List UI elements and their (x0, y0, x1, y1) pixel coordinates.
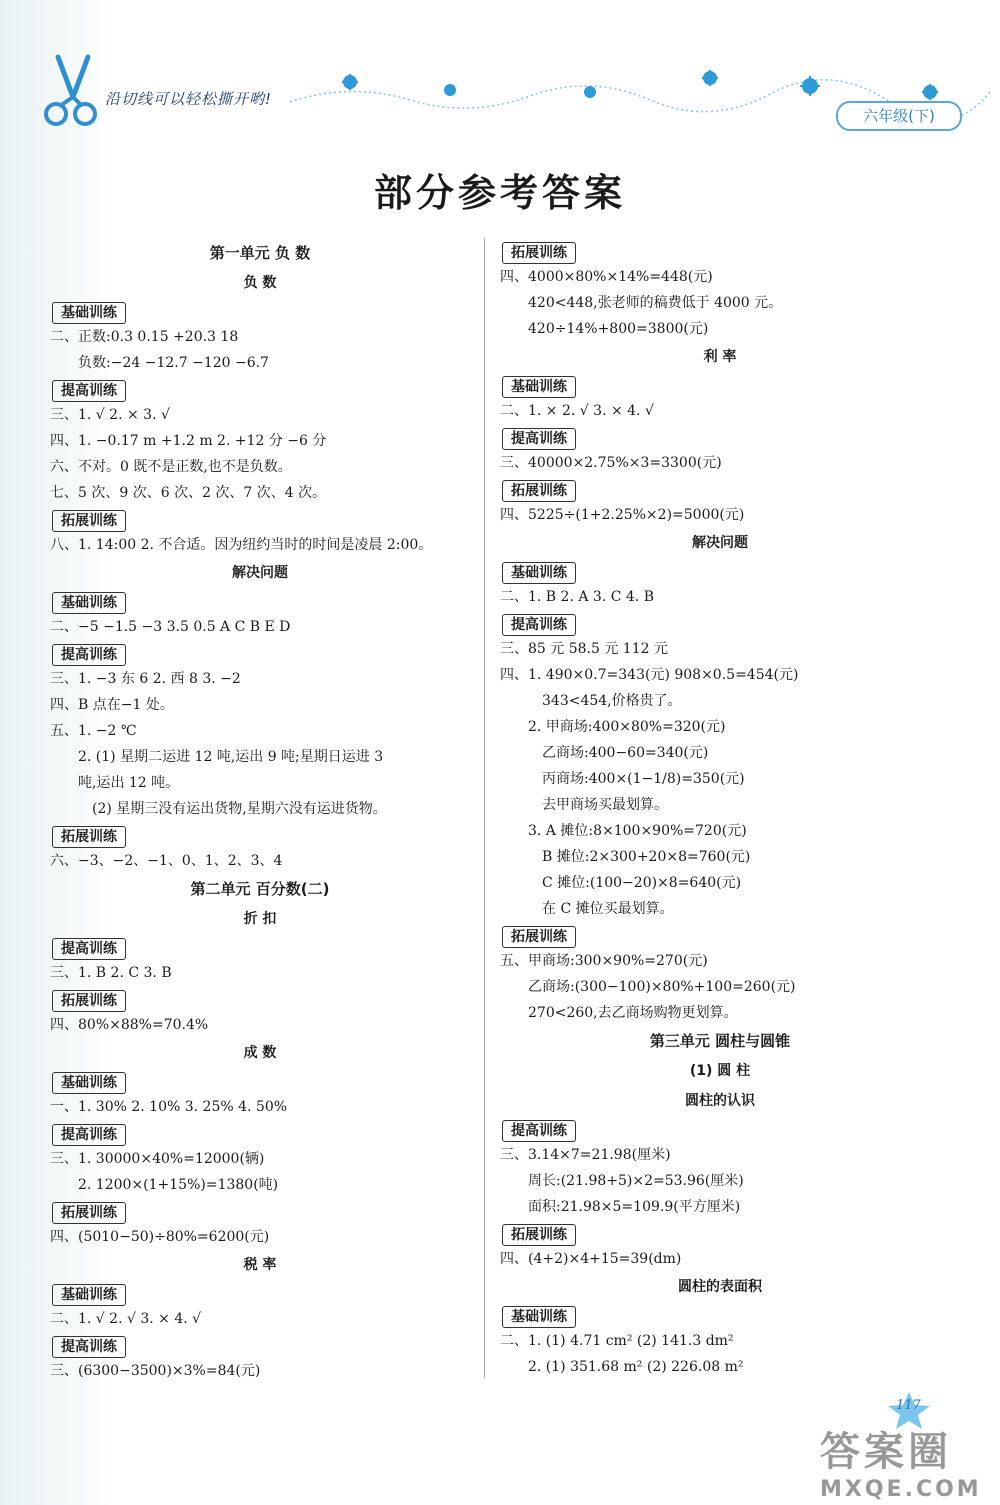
section-label: 提高训练 (502, 1120, 576, 1142)
answer-line: 四、4000×80%×14%=448(元) (500, 269, 713, 285)
answer-line: 2. 甲商场:400×80%=320(元) (528, 719, 726, 735)
answer-line: 3. A 摊位:8×100×90%=720(元) (528, 823, 747, 839)
answer-line: 二、1. × 2. √ 3. × 4. √ (500, 403, 654, 419)
answer-line: 三、1. B 2. C 3. B (50, 965, 172, 981)
answer-line: 三、1. −3 东 6 2. 西 8 3. −2 (50, 671, 241, 687)
right-column (500, 238, 940, 1380)
answer-line: 负数:−24 −12.7 −120 −6.7 (78, 355, 269, 371)
answer-line: 乙商场:(300−100)×80%+100=260(元) (528, 979, 796, 995)
answer-line: 四、1. −0.17 m +1.2 m 2. +12 分 −6 分 (50, 433, 327, 449)
lesson-heading: 利 率 (703, 349, 737, 365)
lesson-heading: 负 数 (243, 275, 277, 291)
section-label-row (50, 1068, 470, 1094)
answer-line: 二、1. √ 2. √ 3. × 4. √ (50, 1311, 202, 1327)
answer-line: 四、B 点在−1 处。 (50, 697, 174, 713)
page-number-text: 117 (896, 1398, 921, 1413)
unit-heading: 第二单元 百分数(二) (190, 880, 330, 898)
answer-line: 二、1. B 2. A 3. C 4. B (500, 589, 654, 605)
section-label-row (500, 476, 940, 502)
answer-line: 270<260,去乙商场购物更划算。 (528, 1005, 738, 1021)
section-label-row (500, 1220, 940, 1246)
scissors-icon (38, 52, 108, 132)
answer-line: 四、5225÷(1+2.25%×2)=5000(元) (500, 507, 745, 523)
answer-line: 六、不对。0 既不是正数,也不是负数。 (50, 459, 292, 475)
answer-line: 五、甲商场:300×90%=270(元) (500, 953, 708, 969)
section-label-row (500, 610, 940, 636)
section-label: 基础训练 (502, 1306, 576, 1328)
lesson-heading: (1) 圆 柱 (689, 1063, 751, 1079)
answer-line: 丙商场:400×(1−1/8)=350(元) (542, 771, 745, 787)
section-label: 基础训练 (52, 1072, 126, 1094)
watermark-title: 答案圈 (820, 1429, 952, 1475)
section-label: 拓展训练 (502, 480, 576, 502)
section-label: 提高训练 (502, 614, 576, 636)
section-label-row (500, 558, 940, 584)
lesson-heading: 税 率 (243, 1257, 277, 1273)
answer-line: 2. (1) 星期二运进 12 吨,运出 9 吨;星期日运进 3 (78, 749, 384, 765)
answer-line: 420÷14%+800=3800(元) (528, 321, 709, 337)
answer-line: 四、1. 490×0.7=343(元) 908×0.5=454(元) (500, 667, 799, 683)
page-header (0, 0, 1000, 140)
section-label-row (50, 934, 470, 960)
answer-line: 三、1. 30000×40%=12000(辆) (50, 1151, 265, 1167)
answer-line: 周长:(21.98+5)×2=53.96(厘米) (528, 1173, 744, 1189)
section-label: 拓展训练 (52, 510, 126, 532)
watermark-url: MXQE.COM (820, 1477, 982, 1502)
answer-line: 六、−3、−2、−1、0、1、2、3、4 (50, 853, 283, 869)
answer-line: 在 C 摊位买最划算。 (542, 901, 674, 917)
answer-line: 五、1. −2 ℃ (50, 723, 137, 739)
section-label-row (50, 376, 470, 402)
section-label: 提高训练 (52, 1124, 126, 1146)
lesson-heading: 成 数 (243, 1045, 277, 1061)
lesson-heading: 折 扣 (243, 911, 277, 927)
section-label-row (500, 1302, 940, 1328)
section-label: 基础训练 (502, 562, 576, 584)
watermark (820, 1420, 990, 1500)
answer-line: 乙商场:400−60=340(元) (542, 745, 709, 761)
section-label-row (50, 1198, 470, 1224)
answer-line: 二、−5 −1.5 −3 3.5 0.5 A C B E D (50, 619, 291, 635)
answer-line: 二、1. (1) 4.71 cm² (2) 141.3 dm² (500, 1333, 734, 1349)
section-label: 拓展训练 (502, 1224, 576, 1246)
section-label-row (50, 1332, 470, 1358)
answer-line: 面积:21.98×5=109.9(平方厘米) (528, 1199, 741, 1215)
section-label: 提高训练 (52, 938, 126, 960)
section-label-row (50, 640, 470, 666)
answer-line: 二、正数:0.3 0.15 +20.3 18 (50, 329, 239, 345)
section-label: 提高训练 (52, 380, 126, 402)
answer-line: 去甲商场买最划算。 (542, 797, 668, 813)
answer-line: 四、80%×88%=70.4% (50, 1017, 209, 1033)
lesson-heading: 解决问题 (692, 535, 748, 551)
lesson-heading: 圆柱的表面积 (678, 1279, 762, 1295)
answer-line: 四、(5010−50)÷80%=6200(元) (50, 1229, 270, 1245)
answer-line: (2) 星期三没有运出货物,星期六没有运进货物。 (92, 801, 387, 817)
section-label-row (50, 588, 470, 614)
answer-line: 一、1. 30% 2. 10% 3. 25% 4. 50% (50, 1099, 288, 1115)
left-column (50, 238, 470, 1384)
unit-heading: 第三单元 圆柱与圆锥 (649, 1032, 791, 1050)
section-label-row (500, 424, 940, 450)
answer-line: 四、(4+2)×4+15=39(dm) (500, 1251, 682, 1267)
answer-line: 七、5 次、9 次、6 次、2 次、7 次、4 次。 (50, 485, 327, 501)
section-label: 拓展训练 (502, 926, 576, 948)
grade-tag: 六年级(下) (836, 101, 962, 131)
section-label: 提高训练 (52, 1336, 126, 1358)
section-label-row (500, 238, 940, 264)
section-label: 拓展训练 (502, 242, 576, 264)
section-label: 拓展训练 (52, 990, 126, 1012)
section-label-row (500, 1116, 940, 1142)
answer-line: C 摊位:(100−20)×8=640(元) (542, 875, 742, 891)
answer-line: 2. (1) 351.68 m² (2) 226.08 m² (528, 1359, 744, 1375)
unit-heading: 第一单元 负 数 (209, 244, 311, 262)
column-divider (484, 238, 485, 1378)
page-title: 部分参考答案 (373, 171, 626, 215)
answer-line: 420<448,张老师的稿费低于 4000 元。 (528, 295, 783, 311)
lesson-heading: 解决问题 (232, 565, 288, 581)
section-label-row (50, 1280, 470, 1306)
answer-line: 三、40000×2.75%×3=3300(元) (500, 455, 722, 471)
lesson-heading: 圆柱的认识 (685, 1093, 755, 1109)
answer-line: 三、1. √ 2. × 3. √ (50, 407, 170, 423)
answer-line: 八、1. 14:00 2. 不合适。因为纽约当时的时间是凌晨 2:00。 (50, 537, 433, 553)
answer-line: 吨,运出 12 吨。 (78, 775, 180, 791)
section-label-row (500, 372, 940, 398)
section-label: 拓展训练 (52, 1202, 126, 1224)
section-label: 基础训练 (52, 592, 126, 614)
section-label: 提高训练 (52, 644, 126, 666)
answer-line: 343<454,价格贵了。 (542, 693, 682, 709)
answer-line: 三、(6300−3500)×3%=84(元) (50, 1363, 261, 1379)
section-label: 提高训练 (502, 428, 576, 450)
answer-line: 三、3.14×7=21.98(厘米) (500, 1147, 671, 1163)
answer-line: B 摊位:2×300+20×8=760(元) (542, 849, 751, 865)
section-label-row (50, 1120, 470, 1146)
section-label-row (50, 986, 470, 1012)
section-label: 基础训练 (502, 376, 576, 398)
answer-line: 三、85 元 58.5 元 112 元 (500, 641, 668, 657)
section-label-row (50, 506, 470, 532)
section-label-row (50, 822, 470, 848)
section-label-row (50, 298, 470, 324)
cut-hint: 沿切线可以轻松撕开哟! (105, 90, 273, 108)
section-label: 基础训练 (52, 1284, 126, 1306)
section-label: 拓展训练 (52, 826, 126, 848)
section-label-row (500, 922, 940, 948)
section-label: 基础训练 (52, 302, 126, 324)
answer-line: 2. 1200×(1+15%)=1380(吨) (78, 1177, 279, 1193)
